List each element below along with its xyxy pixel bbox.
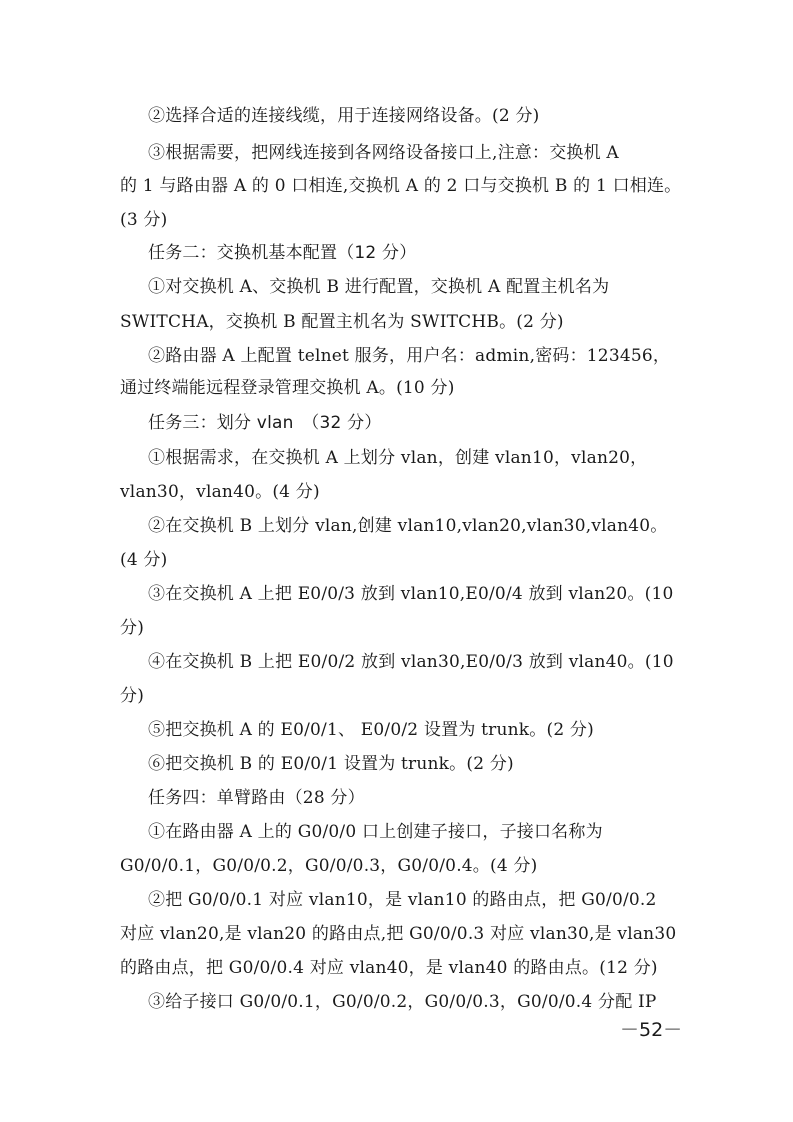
text-line: ⑥把交换机 B 的 E0/0/1 设置为 trunk。(2 分): [148, 754, 514, 774]
text-line: ①在路由器 A 上的 G0/0/0 口上创建子接口，子接口名称为: [148, 822, 603, 842]
text-line: ③根据需要，把网线连接到各网络设备接口上,注意：交换机 A: [148, 143, 619, 163]
text-line: 分): [120, 686, 145, 706]
text-line: ④在交换机 B 上把 E0/0/2 放到 vlan30,E0/0/3 放到 vlan40。(10: [148, 652, 674, 672]
text-line: G0/0/0.1，G0/0/0.2，G0/0/0.3，G0/0/0.4。(4 分): [120, 856, 538, 876]
text-line: ②路由器 A 上配置 telnet 服务，用户名：admin,密码：123456，: [148, 346, 671, 366]
text-line: vlan30，vlan40。(4 分): [120, 482, 320, 502]
section-heading: 任务四：单臂路由（28 分）: [148, 788, 365, 808]
text-line: ②把 G0/0/0.1 对应 vlan10，是 vlan10 的路由点，把 G0/0/0.2: [148, 890, 657, 910]
text-line: 的路由点，把 G0/0/0.4 对应 vlan40，是 vlan40 的路由点。(12 分): [120, 958, 658, 978]
text-line: ⑤把交换机 A 的 E0/0/1、 E0/0/2 设置为 trunk。(2 分): [148, 720, 594, 740]
page-number: －52－: [620, 1019, 683, 1041]
text-line: ③在交换机 A 上把 E0/0/3 放到 vlan10,E0/0/4 放到 vlan20。(10: [148, 584, 674, 604]
text-line: 对应 vlan20,是 vlan20 的路由点,把 G0/0/0.3 对应 vlan30,是 vlan30: [120, 924, 677, 944]
text-line: ②选择合适的连接线缆，用于连接网络设备。(2 分): [148, 106, 540, 126]
section-heading: 任务三：划分 vlan （32 分）: [148, 413, 382, 433]
text-line: ①根据需求，在交换机 A 上划分 vlan，创建 vlan10，vlan20，: [148, 448, 648, 468]
text-line: SWITCHA，交换机 B 配置主机名为 SWITCHB。(2 分): [120, 312, 564, 332]
text-line: ③给子接口 G0/0/0.1，G0/0/0.2，G0/0/0.3，G0/0/0.4 分配 IP: [148, 992, 657, 1012]
text-line: 的 1 与路由器 A 的 0 口相连,交换机 A 的 2 口与交换机 B 的 1 口相连。: [120, 176, 682, 196]
text-line: ①对交换机 A、交换机 B 进行配置，交换机 A 配置主机名为: [148, 277, 610, 297]
text-line: (4 分): [120, 550, 168, 570]
text-line: ②在交换机 B 上划分 vlan,创建 vlan10,vlan20,vlan30,vlan40。: [148, 516, 668, 536]
section-heading: 任务二：交换机基本配置（12 分）: [148, 243, 417, 263]
text-line: 通过终端能远程登录管理交换机 A。(10 分): [120, 378, 455, 398]
text-line: (3 分): [120, 210, 168, 230]
text-line: 分): [120, 618, 145, 638]
